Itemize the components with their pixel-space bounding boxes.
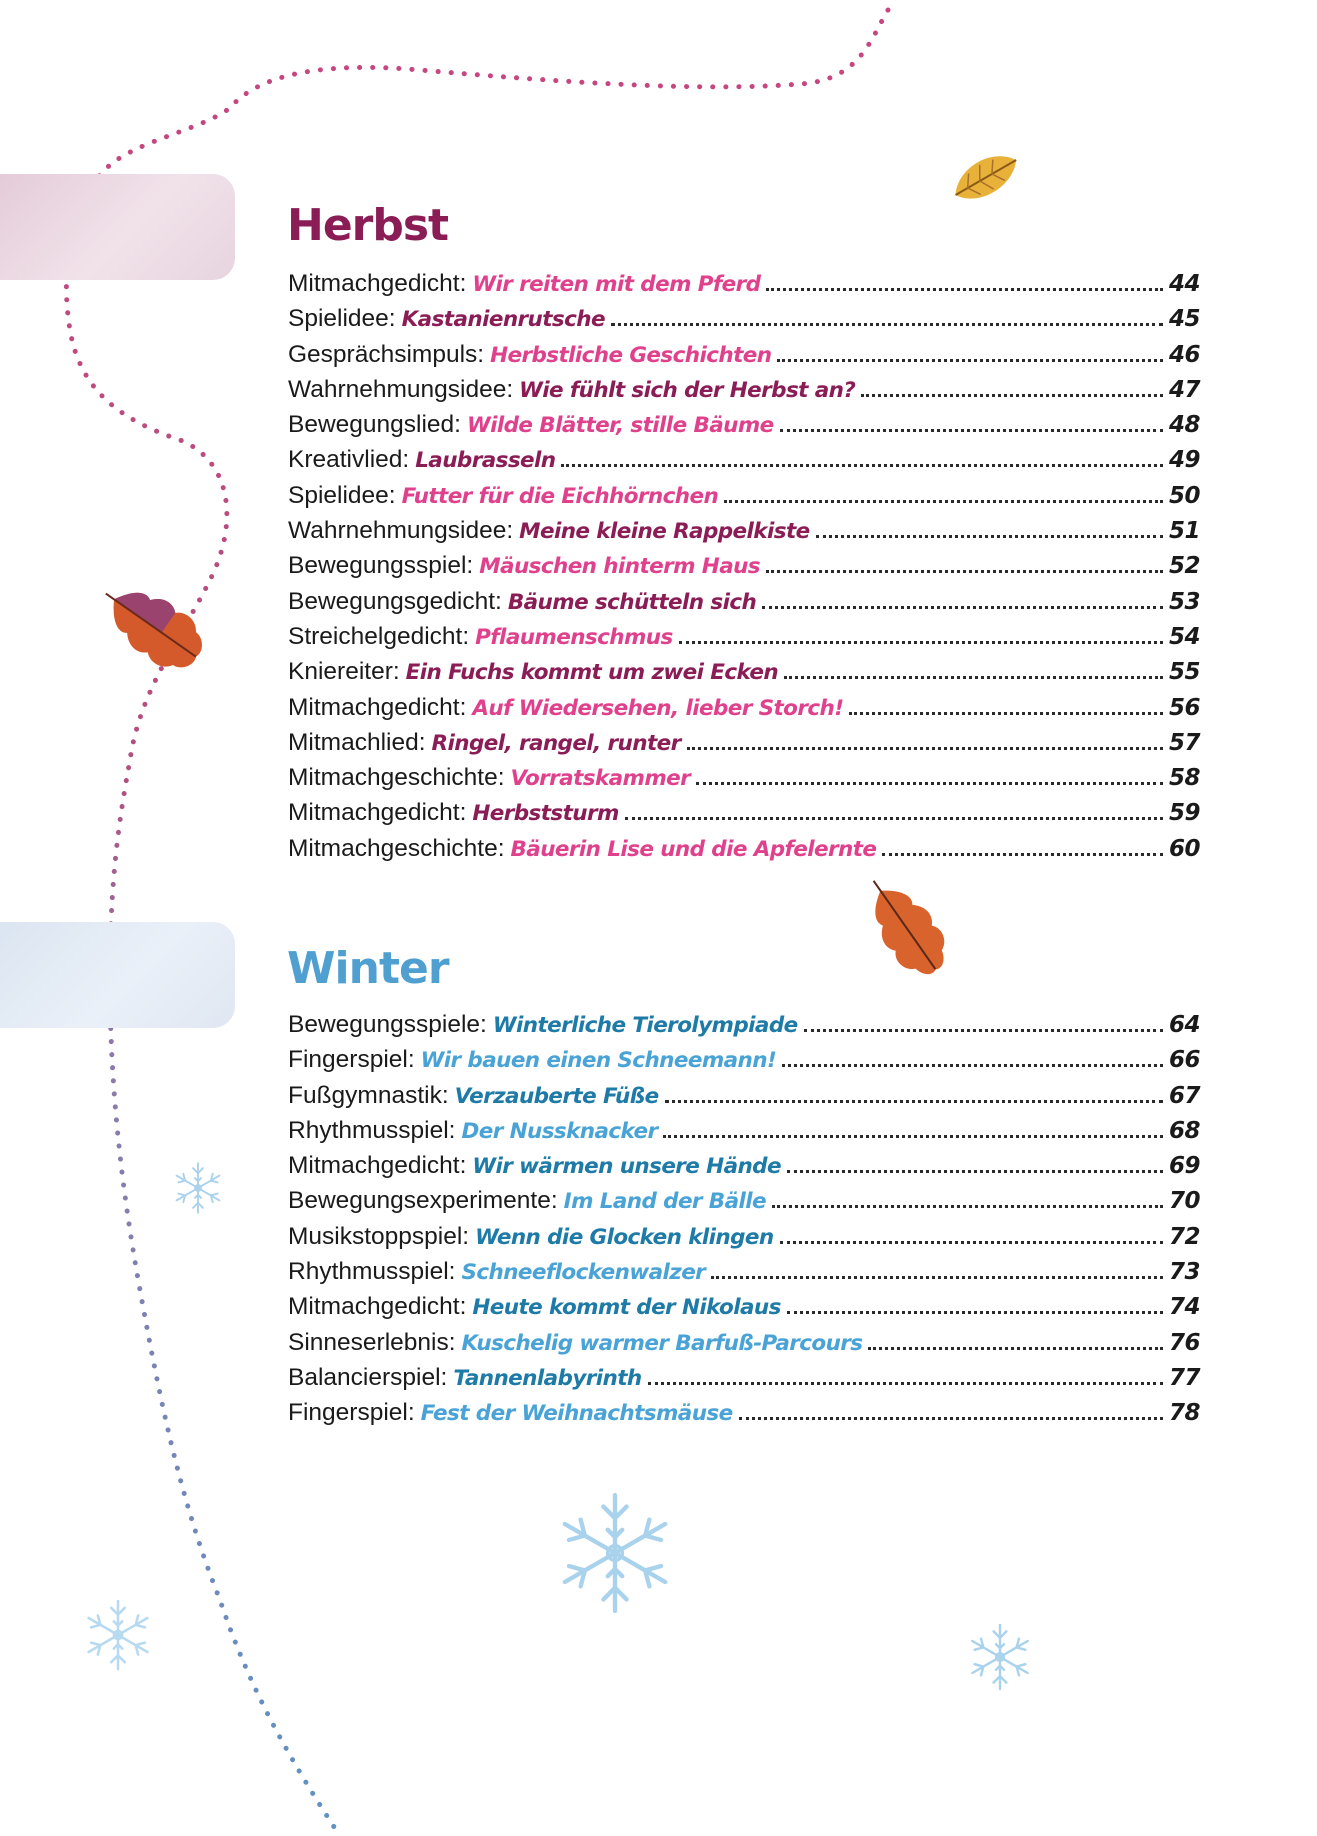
- toc-entry-page[interactable]: 73: [1168, 1259, 1200, 1286]
- toc-entry[interactable]: [288, 446, 1200, 481]
- dot-leader: [816, 535, 1163, 538]
- dot-leader: [782, 1064, 1163, 1067]
- dot-leader: [696, 782, 1163, 785]
- toc-entry-title[interactable]: Wenn die Glocken klingen: [475, 1224, 774, 1250]
- toc-entry-title[interactable]: Ein Fuchs kommt um zwei Ecken: [405, 660, 779, 686]
- toc-entry-title[interactable]: Tannenlabyrinth: [453, 1365, 642, 1391]
- toc-entry-title[interactable]: Kuschelig warmer Barfuß-Parcours: [461, 1330, 863, 1356]
- toc-entry[interactable]: [288, 835, 1200, 870]
- toc-entry-title[interactable]: Ringel, rangel, runter: [431, 730, 681, 756]
- dot-leader: [679, 641, 1163, 644]
- toc-entry-category: Spielidee:: [288, 481, 396, 509]
- toc-entry-page[interactable]: 67: [1168, 1082, 1200, 1109]
- leaf-icon: [852, 865, 959, 985]
- toc-entry[interactable]: [288, 658, 1200, 693]
- toc-entry-category: Bewegungsexperimente:: [288, 1187, 558, 1215]
- snowflake-icon: [177, 1163, 220, 1213]
- toc-entry-page[interactable]: 69: [1168, 1153, 1200, 1180]
- toc-entry-category: Musikstoppspiel:: [288, 1222, 470, 1250]
- toc-entry-page[interactable]: 66: [1168, 1047, 1200, 1074]
- toc-entry-title[interactable]: Bäuerin Lise und die Apfelernte: [510, 836, 877, 862]
- toc-entry-page[interactable]: 51: [1168, 518, 1200, 545]
- toc-entry-category: Wahrnehmungsidee:: [288, 375, 514, 403]
- toc-entry-category: Fingerspiel:: [288, 1399, 415, 1427]
- toc-entry-title[interactable]: Herbststurm: [472, 801, 619, 827]
- toc-entry-category: Kniereiter:: [288, 658, 400, 686]
- toc-entry-page[interactable]: 45: [1168, 306, 1200, 333]
- toc-entry-category: Bewegungslied:: [288, 411, 461, 439]
- toc-entry-title[interactable]: Verzauberte Füße: [454, 1083, 659, 1109]
- dot-leader: [787, 1170, 1163, 1173]
- toc-list-autumn: [288, 270, 1200, 870]
- toc-entry-title[interactable]: Wir wärmen unsere Hände: [472, 1154, 781, 1180]
- toc-entry-page[interactable]: 60: [1168, 835, 1200, 862]
- toc-entry-title[interactable]: Vorratskammer: [510, 766, 691, 792]
- dot-leader: [611, 323, 1163, 326]
- toc-entry-category: Streichelgedicht:: [288, 622, 470, 650]
- toc-entry-title[interactable]: Bäume schütteln sich: [507, 589, 757, 615]
- section-title-autumn: Herbst: [287, 200, 449, 251]
- toc-entry[interactable]: [288, 341, 1200, 376]
- toc-entry[interactable]: [288, 552, 1200, 587]
- toc-entry-page[interactable]: 64: [1168, 1012, 1200, 1038]
- dot-leader: [882, 853, 1163, 856]
- toc-entry-page[interactable]: 59: [1168, 800, 1200, 827]
- toc-entry[interactable]: [288, 1082, 1200, 1117]
- dot-leader: [849, 712, 1163, 715]
- toc-entry-category: Mitmachlied:: [288, 728, 426, 756]
- toc-entry[interactable]: [288, 694, 1200, 729]
- dot-leader: [762, 606, 1163, 609]
- toc-entry-page[interactable]: 68: [1168, 1117, 1200, 1144]
- toc-entry-page[interactable]: 47: [1168, 376, 1200, 403]
- toc-entry[interactable]: [288, 1046, 1200, 1081]
- dot-leader: [711, 1276, 1163, 1279]
- toc-entry[interactable]: [288, 623, 1200, 658]
- winter-section-tab: [0, 922, 235, 1028]
- toc-entry-page[interactable]: 76: [1168, 1329, 1200, 1356]
- leaf-icon: [947, 145, 1025, 209]
- toc-entry-page[interactable]: 50: [1168, 482, 1200, 509]
- toc-entry-page[interactable]: 70: [1168, 1188, 1200, 1215]
- toc-entry-category: Rhythmusspiel:: [288, 1116, 456, 1144]
- toc-entry-title[interactable]: Futter für die Eichhörnchen: [401, 483, 719, 509]
- dot-leader: [724, 500, 1163, 503]
- leaf-icon: [89, 570, 213, 681]
- toc-entry[interactable]: [288, 270, 1200, 305]
- toc-entry[interactable]: [288, 376, 1200, 411]
- toc-entry-category: Bewegungsgedicht:: [288, 587, 502, 615]
- toc-entry[interactable]: [288, 1187, 1200, 1222]
- toc-entry[interactable]: [288, 588, 1200, 623]
- toc-entry-page[interactable]: 53: [1168, 588, 1200, 615]
- toc-entry[interactable]: [288, 1223, 1200, 1258]
- dot-leader: [766, 570, 1163, 573]
- toc-entry[interactable]: [288, 1258, 1200, 1293]
- toc-entry-category: Fußgymnastik:: [288, 1081, 449, 1109]
- toc-entry[interactable]: [288, 1152, 1200, 1187]
- toc-entry-category: Mitmachgedicht:: [288, 1152, 467, 1180]
- toc-entry-page[interactable]: 55: [1168, 659, 1200, 686]
- toc-entry-page[interactable]: 57: [1168, 729, 1200, 756]
- toc-list-winter: [288, 1011, 1200, 1435]
- toc-entry[interactable]: [288, 1117, 1200, 1152]
- toc-entry-category: Wahrnehmungsidee:: [288, 517, 514, 545]
- toc-entry-title[interactable]: Laubrasseln: [415, 448, 556, 474]
- toc-entry[interactable]: [288, 729, 1200, 764]
- toc-entry[interactable]: [288, 1293, 1200, 1328]
- toc-entry-category: Fingerspiel:: [288, 1046, 415, 1074]
- toc-entry-title[interactable]: Winterliche Tierolympiade: [492, 1013, 798, 1038]
- dot-leader: [772, 1205, 1163, 1208]
- toc-entry[interactable]: [288, 482, 1200, 517]
- toc-entry-category: Bewegungsspiele:: [288, 1011, 487, 1038]
- toc-entry-category: Balancierspiel:: [288, 1363, 448, 1391]
- toc-entry-category: Spielidee:: [288, 305, 396, 333]
- toc-entry-category: Mitmachgedicht:: [288, 799, 467, 827]
- toc-entry-category: Sinneserlebnis:: [288, 1328, 456, 1356]
- toc-entry[interactable]: [288, 517, 1200, 552]
- toc-entry-title[interactable]: Fest der Weihnachtsmäuse: [420, 1401, 733, 1427]
- toc-entry[interactable]: [288, 764, 1200, 799]
- section-title-winter: Winter: [287, 943, 449, 994]
- toc-entry-title[interactable]: Im Land der Bälle: [563, 1189, 767, 1215]
- toc-entry-category: Rhythmusspiel:: [288, 1258, 456, 1286]
- dot-leader: [625, 817, 1163, 820]
- toc-entry-page[interactable]: 56: [1168, 694, 1200, 721]
- toc-entry-title[interactable]: Kastanienrutsche: [401, 307, 605, 333]
- toc-entry-title[interactable]: Auf Wiedersehen, lieber Storch!: [472, 695, 844, 721]
- dot-leader: [665, 1100, 1163, 1103]
- toc-entry[interactable]: [288, 411, 1200, 446]
- autumn-section-tab: [0, 174, 235, 280]
- dot-leader: [784, 676, 1163, 679]
- toc-entry-category: Mitmachgeschichte:: [288, 834, 505, 862]
- toc-entry-title[interactable]: Wir reiten mit dem Pferd: [472, 272, 761, 297]
- toc-entry-page[interactable]: 54: [1168, 623, 1200, 650]
- toc-entry-title[interactable]: Herbstliche Geschichten: [490, 342, 772, 368]
- toc-entry-title[interactable]: Wie fühlt sich der Herbst an?: [519, 377, 856, 403]
- toc-entry-category: Mitmachgeschichte:: [288, 764, 505, 792]
- toc-entry-page[interactable]: 78: [1168, 1400, 1200, 1427]
- toc-entry-page[interactable]: 44: [1168, 271, 1200, 297]
- dot-leader: [687, 747, 1163, 750]
- toc-entry[interactable]: [288, 1364, 1200, 1399]
- toc-entry-page[interactable]: 48: [1168, 412, 1200, 439]
- toc-entry[interactable]: [288, 799, 1200, 834]
- dot-leader: [868, 1347, 1163, 1350]
- toc-entry-title[interactable]: Meine kleine Rappelkiste: [519, 519, 810, 545]
- toc-entry-title[interactable]: Der Nussknacker: [461, 1118, 658, 1144]
- toc-entry[interactable]: [288, 1011, 1200, 1046]
- dot-leader: [861, 394, 1163, 397]
- toc-entry-category: Kreativlied:: [288, 446, 410, 474]
- dot-leader: [804, 1029, 1163, 1032]
- dot-leader: [787, 1311, 1163, 1314]
- toc-entry-page[interactable]: 72: [1168, 1223, 1200, 1250]
- dot-leader: [777, 359, 1163, 362]
- toc-entry-title[interactable]: Schneeflockenwalzer: [461, 1260, 706, 1286]
- toc-entry-category: Bewegungsspiel:: [288, 552, 474, 580]
- toc-entry-title[interactable]: Heute kommt der Nikolaus: [472, 1295, 781, 1321]
- toc-entry-page[interactable]: 52: [1168, 553, 1200, 580]
- toc-entry[interactable]: [288, 1329, 1200, 1364]
- toc-entry-title[interactable]: Mäuschen hinterm Haus: [479, 554, 761, 580]
- dot-leader: [766, 288, 1163, 291]
- dot-leader: [663, 1135, 1163, 1138]
- toc-entry[interactable]: [288, 1399, 1200, 1434]
- snowflake-icon: [89, 1601, 148, 1669]
- snowflake-icon: [972, 1625, 1027, 1689]
- toc-entry-category: Gesprächsimpuls:: [288, 340, 485, 368]
- toc-entry-page[interactable]: 74: [1168, 1294, 1200, 1321]
- toc-entry[interactable]: [288, 305, 1200, 340]
- toc-entry-page[interactable]: 58: [1168, 765, 1200, 792]
- dot-leader: [561, 464, 1163, 467]
- toc-entry-title[interactable]: Wir bauen einen Schneemann!: [420, 1048, 777, 1074]
- toc-entry-category: Mitmachgedicht:: [288, 693, 467, 721]
- toc-entry-category: Mitmachgedicht:: [288, 270, 467, 297]
- toc-entry-page[interactable]: 46: [1168, 341, 1200, 368]
- dot-leader: [780, 1241, 1163, 1244]
- toc-entry-page[interactable]: 49: [1168, 447, 1200, 474]
- snowflake-icon: [565, 1495, 665, 1611]
- dot-leader: [739, 1417, 1163, 1420]
- dot-leader: [780, 429, 1163, 432]
- toc-entry-page[interactable]: 77: [1168, 1364, 1200, 1391]
- dot-leader: [648, 1382, 1163, 1385]
- toc-entry-title[interactable]: Wilde Blätter, stille Bäume: [466, 413, 774, 439]
- toc-entry-category: Mitmachgedicht:: [288, 1293, 467, 1321]
- toc-entry-title[interactable]: Pflaumenschmus: [475, 624, 673, 650]
